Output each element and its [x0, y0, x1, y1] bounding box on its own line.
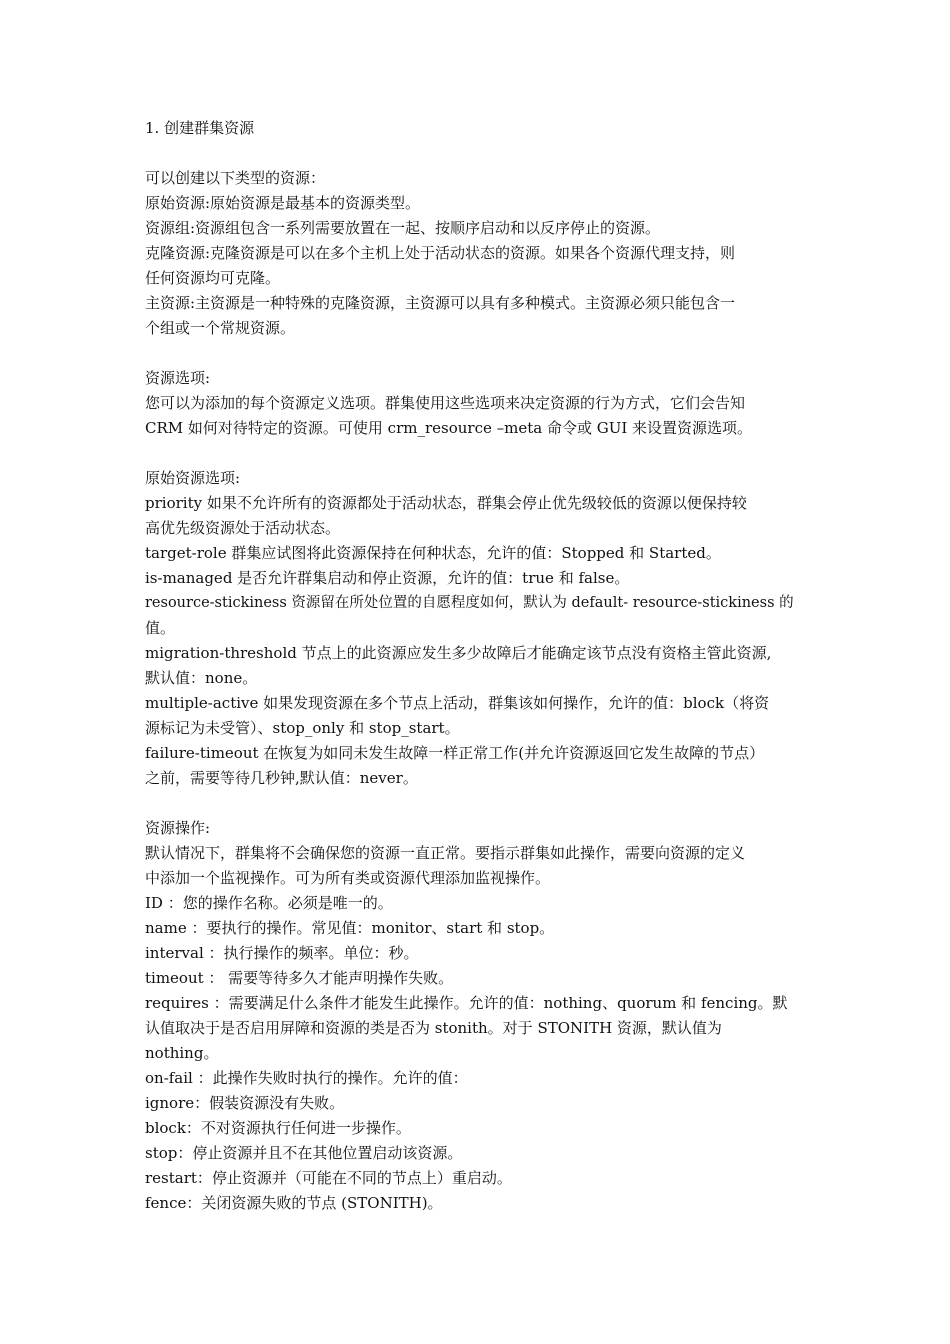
section-title: 资源选项: — [145, 369, 211, 387]
paragraph-line: timeout ： 需要等待多久才能声明操作失败。 — [145, 969, 454, 987]
paragraph-line: failure-timeout 在恢复为如同未发生故障一样正常工作(并允许资源返回它发生故障的节点） — [145, 744, 765, 762]
paragraph-line: 中添加一个监视操作。可为所有类或资源代理添加监视操作。 — [145, 869, 551, 887]
paragraph-line: name ：要执行的操作。常见值：monitor、start 和 stop。 — [145, 919, 555, 937]
paragraph-line: is-managed 是否允许群集启动和停止资源，允许的值：true 和 false。 — [145, 569, 630, 587]
paragraph-line: on-fail ：此操作失败时执行的操作。允许的值： — [145, 1069, 468, 1087]
spacer — [145, 341, 810, 366]
paragraph-line: 任何资源均可克隆。 — [145, 269, 281, 287]
paragraph-line: ignore：假装资源没有失败。 — [145, 1094, 345, 1112]
spacer — [145, 791, 810, 816]
resource-operations-section — [145, 816, 810, 1216]
section-title: 资源操作: — [145, 819, 211, 837]
resource-types-section — [145, 166, 810, 341]
paragraph-line: 高优先级资源处于活动状态。 — [145, 519, 341, 537]
paragraph-line: nothing。 — [145, 1044, 219, 1062]
paragraph-line: 默认情况下，群集将不会确保您的资源一直正常。要指示群集如此操作，需要向资源的定义 — [145, 844, 746, 862]
spacer — [145, 141, 810, 166]
paragraph-line: interval ：执行操作的频率。单位：秒。 — [145, 944, 419, 962]
paragraph-line: 值。 — [145, 619, 176, 637]
paragraph-line: target-role 群集应试图将此资源保持在何种状态，允许的值：Stopped 和 Started。 — [145, 544, 721, 562]
paragraph-line: 个组或一个常规资源。 — [145, 319, 296, 337]
spacer — [145, 441, 810, 466]
paragraph-line: 原始资源:原始资源是最基本的资源类型。 — [145, 194, 421, 212]
paragraph-line: restart：停止资源并（可能在不同的节点上）重启动。 — [145, 1169, 512, 1187]
document-page — [145, 116, 810, 1216]
section-title: 原始资源选项: — [145, 469, 241, 487]
paragraph-line: 克隆资源:克隆资源是可以在多个主机上处于活动状态的资源。如果各个资源代理支持，则 — [145, 244, 736, 262]
paragraph-line: CRM 如何对待特定的资源。可使用 crm_resource –meta 命令或 GUI 来设置资源选项。 — [145, 419, 753, 437]
paragraph-line: multiple-active 如果发现资源在多个节点上活动，群集该如何操作，允许的值：block（将资 — [145, 694, 770, 712]
paragraph-line: 默认值：none。 — [145, 669, 258, 687]
resource-options-section — [145, 366, 810, 441]
section-heading: 1. 创建群集资源 — [145, 119, 255, 137]
paragraph-line: 您可以为添加的每个资源定义选项。群集使用这些选项来决定资源的行为方式，它们会告知 — [145, 394, 746, 412]
paragraph-line: resource-stickiness 资源留在所处位置的自愿程度如何，默认为 default- resource-stickiness 的 — [145, 595, 794, 611]
paragraph-line: fence：关闭资源失败的节点 (STONITH)。 — [145, 1194, 443, 1212]
primitive-options-section — [145, 466, 810, 791]
paragraph-line: ID ：您的操作名称。必须是唯一的。 — [145, 894, 393, 912]
paragraph-line: priority 如果不允许所有的资源都处于活动状态，群集会停止优先级较低的资源以便保持较 — [145, 494, 747, 512]
paragraph-line: 主资源:主资源是一种特殊的克隆资源，主资源可以具有多种模式。主资源必须只能包含一 — [145, 294, 736, 312]
paragraph-line: stop：停止资源并且不在其他位置启动该资源。 — [145, 1144, 463, 1162]
paragraph-line: 源标记为未受管）、stop_only 和 stop_start。 — [145, 719, 460, 737]
paragraph-line: block：不对资源执行任何进一步操作。 — [145, 1119, 411, 1137]
paragraph-line: 之前，需要等待几秒钟,默认值：never。 — [145, 769, 418, 787]
paragraph-line: 认值取决于是否启用屏障和资源的类是否为 stonith。对于 STONITH 资源，默认值为 — [145, 1019, 722, 1037]
paragraph-line: requires ：需要满足什么条件才能发生此操作。允许的值：nothing、quorum 和 fencing。默 — [145, 994, 788, 1012]
paragraph-line: 资源组:资源组包含一系列需要放置在一起、按顺序启动和以反序停止的资源。 — [145, 219, 661, 237]
paragraph-line: migration-threshold 节点上的此资源应发生多少故障后才能确定该节点没有资格主管此资源, — [145, 644, 772, 662]
resource-types-intro: 可以创建以下类型的资源： — [145, 169, 326, 187]
